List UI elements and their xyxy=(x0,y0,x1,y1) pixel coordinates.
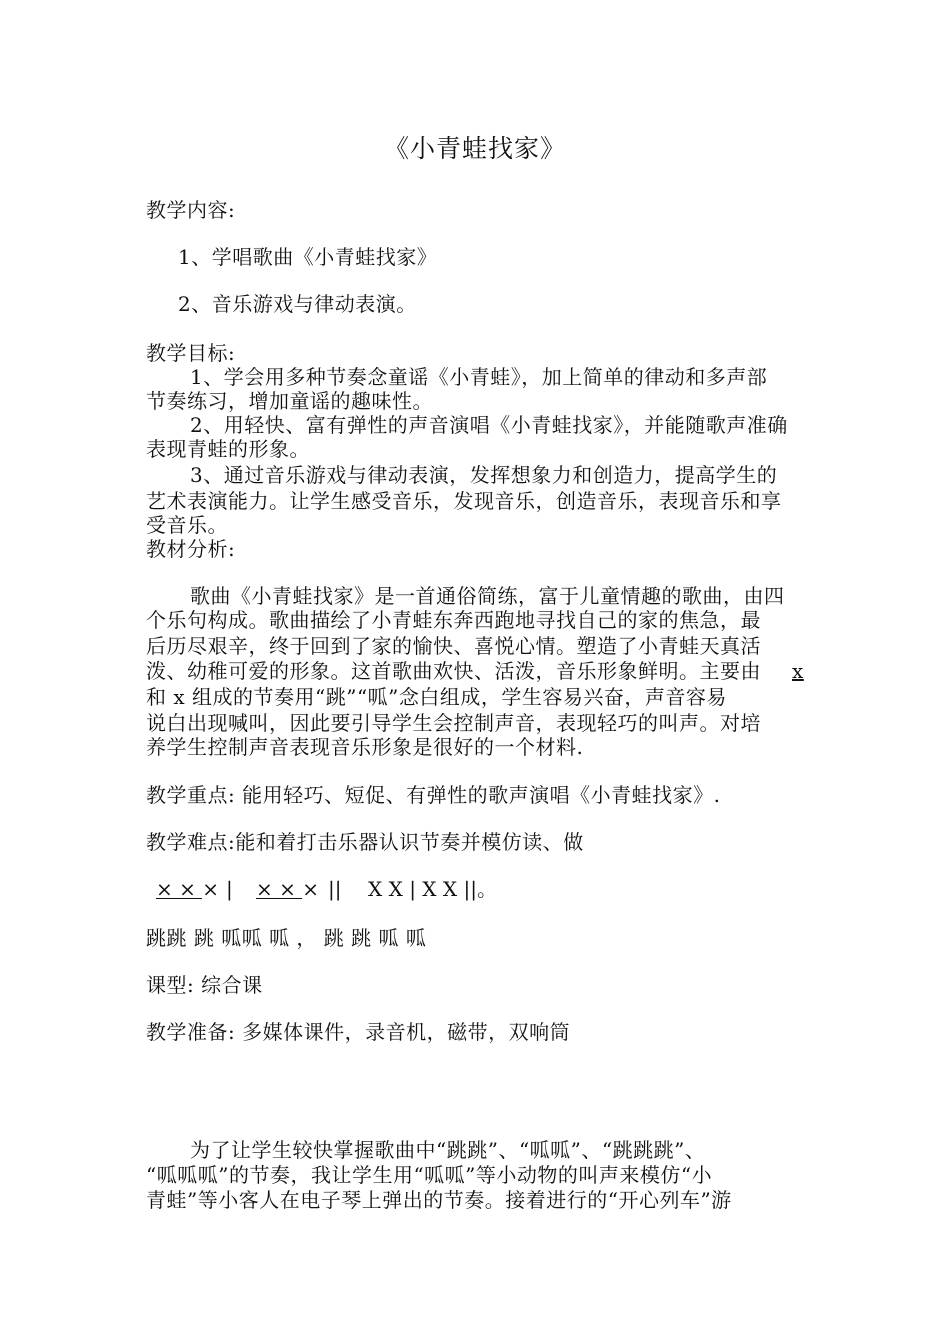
objective-line-1: 1、学会用多种节奏念童谣《小青蛙》，加上简单的律动和多声部 xyxy=(190,365,768,389)
objective-line-4: 表现青蛙的形象。 xyxy=(146,437,310,461)
closing-line-2: “呱呱呱”的节奏，我让学生用“呱呱”等小动物的叫声来模仿“小 xyxy=(146,1163,713,1187)
objective-line-3: 2、用轻快、富有弹性的声音演唱《小青蛙找家》，并能随歌声准确 xyxy=(190,413,788,437)
objective-line-5: 3、通过音乐游戏与律动表演，发挥想象力和创造力，提高学生的 xyxy=(190,463,778,487)
rhythm-group-1: × × × xyxy=(156,877,219,901)
rhythm-group-2: × × × xyxy=(256,877,319,901)
lesson-type: 课型: 综合课 xyxy=(146,973,263,997)
rhythm-syllables: 跳跳 跳 呱呱 呱 ， 跳 跳 呱 呱 xyxy=(146,926,427,950)
analysis-line-1: 歌曲《小青蛙找家》是一首通俗简练，富于儿童情趣的歌曲，由四 xyxy=(190,584,785,608)
objective-line-7: 受音乐。 xyxy=(146,513,228,537)
content-heading: 教学内容: xyxy=(146,198,236,222)
analysis-underlined-x: x xyxy=(792,659,804,683)
key-point: 教学重点: 能用轻巧、短促、有弹性的歌声演唱《小青蛙找家》. xyxy=(146,783,721,807)
analysis-heading: 教材分析: xyxy=(146,537,236,561)
objective-line-2: 节奏练习，增加童谣的趣味性。 xyxy=(146,389,433,413)
closing-line-1: 为了让学生较快掌握歌曲中“跳跳”、“呱呱”、“跳跳跳”、 xyxy=(190,1138,706,1162)
rhythm-barline-1: | xyxy=(226,877,233,901)
closing-line-3: 青蛙”等小客人在电子琴上弹出的节奏。接着进行的“开心列车”游 xyxy=(146,1188,732,1212)
rhythm-quarters: X X | X X ||。 xyxy=(368,877,497,901)
analysis-line-5: 和 x 组成的节奏用“跳”“呱”念白组成，学生容易兴奋，声音容易 xyxy=(146,685,727,709)
beam-line-2 xyxy=(256,898,302,899)
analysis-line-3: 后历尽艰辛，终于回到了家的愉快、喜悦心情。塑造了小青蛙天真活 xyxy=(146,634,761,658)
beam-line-1 xyxy=(156,898,202,899)
objective-line-6: 艺术表演能力。让学生感受音乐，发现音乐，创造音乐，表现音乐和享 xyxy=(146,489,782,513)
analysis-line-2: 个乐句构成。歌曲描绘了小青蛙东奔西跑地寻找自己的家的焦急，最 xyxy=(146,608,761,632)
analysis-line-6: 说白出现喊叫，因此要引导学生会控制声音，表现轻巧的叫声。对培 xyxy=(146,711,761,735)
difficulty: 教学难点:能和着打击乐器认识节奏并模仿读、做 xyxy=(146,830,584,854)
rhythm-barline-2: || xyxy=(328,877,342,901)
preparation: 教学准备: 多媒体课件，录音机，磁带，双响筒 xyxy=(146,1020,571,1044)
content-item-1: 1、学唱歌曲《小青蛙找家》 xyxy=(178,245,438,269)
document-title: 《小青蛙找家》 xyxy=(383,134,566,163)
content-item-2: 2、音乐游戏与律动表演。 xyxy=(178,292,417,316)
analysis-line-7: 养学生控制声音表现音乐形象是很好的一个材料. xyxy=(146,735,584,759)
rhythm-notation xyxy=(156,876,556,906)
objectives-heading: 教学目标: xyxy=(146,341,236,365)
analysis-line-4: 泼、幼稚可爱的形象。这首歌曲欢快、活泼，音乐形象鲜明。主要由 xyxy=(146,659,761,683)
